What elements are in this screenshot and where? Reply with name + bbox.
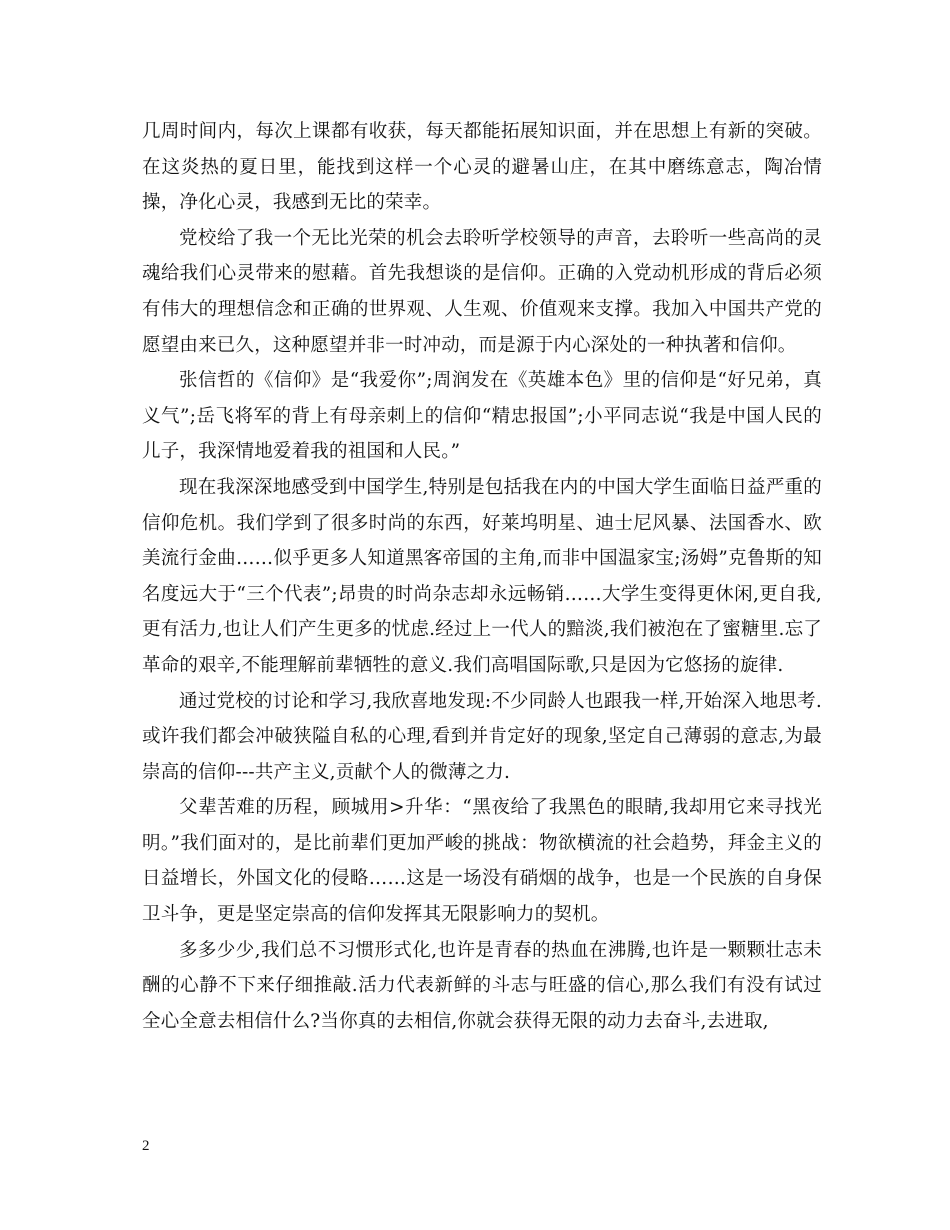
paragraph-5: 通过党校的讨论和学习,我欣喜地发现:不少同龄人也跟我一样,开始深入地思考.或许我们都会冲破狭隘自私的心理,看到并肯定好的现象,坚定自己薄弱的意志,为最崇高的信仰---共产主义,贡献个人的微薄之力. — [142, 690, 822, 783]
page-number: 2 — [142, 1138, 150, 1154]
paragraph-3: 张信哲的《信仰》是“我爱你”;周润发在《英雄本色》里的信仰是“好兄弟，真义气”;岳飞将军的背上有母亲刺上的信仰“精忠报国”;小平同志说“我是中国人民的儿子，我深情地爱着我的祖国和人民。” — [142, 370, 822, 463]
paragraph-2: 党校给了我一个无比光荣的机会去聆听学校领导的声音，去聆听一些高尚的灵魂给我们心灵带来的慰藉。首先我想谈的是信仰。正确的入党动机形成的背后必须有伟大的理想信念和正确的世界观、人生观、价值观来支撑。我加入中国共产党的愿望由来已久，这种愿望并非一时冲动，而是源于内心深处的一种执著和信仰。 — [142, 227, 822, 356]
paragraph-1: 几周时间内，每次上课都有收获，每天都能拓展知识面，并在思想上有新的突破。在这炎热的夏日里，能找到这样一个心灵的避暑山庄，在其中磨练意志，陶冶情操，净化心灵，我感到无比的荣幸。 — [142, 121, 822, 214]
body-text — [142, 114, 822, 1039]
paragraph-6: 父辈苦难的历程，顾城用>升华：“黑夜给了我黑色的眼睛,我却用它来寻找光明。”我们面对的，是比前辈们更加严峻的挑战：物欲横流的社会趋势，拜金主义的日益增长，外国文化的侵略……这是一场没有硝烟的战争，也是一个民族的自身保卫斗争，更是坚定崇高的信仰发挥其无限影响力的契机。 — [142, 797, 822, 926]
paragraph-4: 现在我深深地感受到中国学生,特别是包括我在内的中国大学生面临日益严重的信仰危机。我们学到了很多时尚的东西，好莱坞明星、迪士尼风暴、法国香水、欧美流行金曲……似乎更多人知道黑客帝国的主角,而非中国温家宝;汤姆”克鲁斯的知名度远大于“三个代表”;昂贵的时尚杂志却永远畅销……大学生变得更休闲,更自我,更有活力,也让人们产生更多的忧虑.经过上一代人的黯淡,我们被泡在了蜜糖里.忘了革命的艰辛,不能理解前辈牺牲的意义.我们高唱国际歌,只是因为它悠扬的旋律. — [142, 476, 822, 676]
paragraph-7: 多多少少,我们总不习惯形式化,也许是青春的热血在沸腾,也许是一颗颗壮志未酬的心静不下来仔细推敲.活力代表新鲜的斗志与旺盛的信心,那么我们有没有试过全心全意去相信什么?当你真的去相信,你就会获得无限的动力去奋斗,去进取, — [142, 939, 822, 1032]
